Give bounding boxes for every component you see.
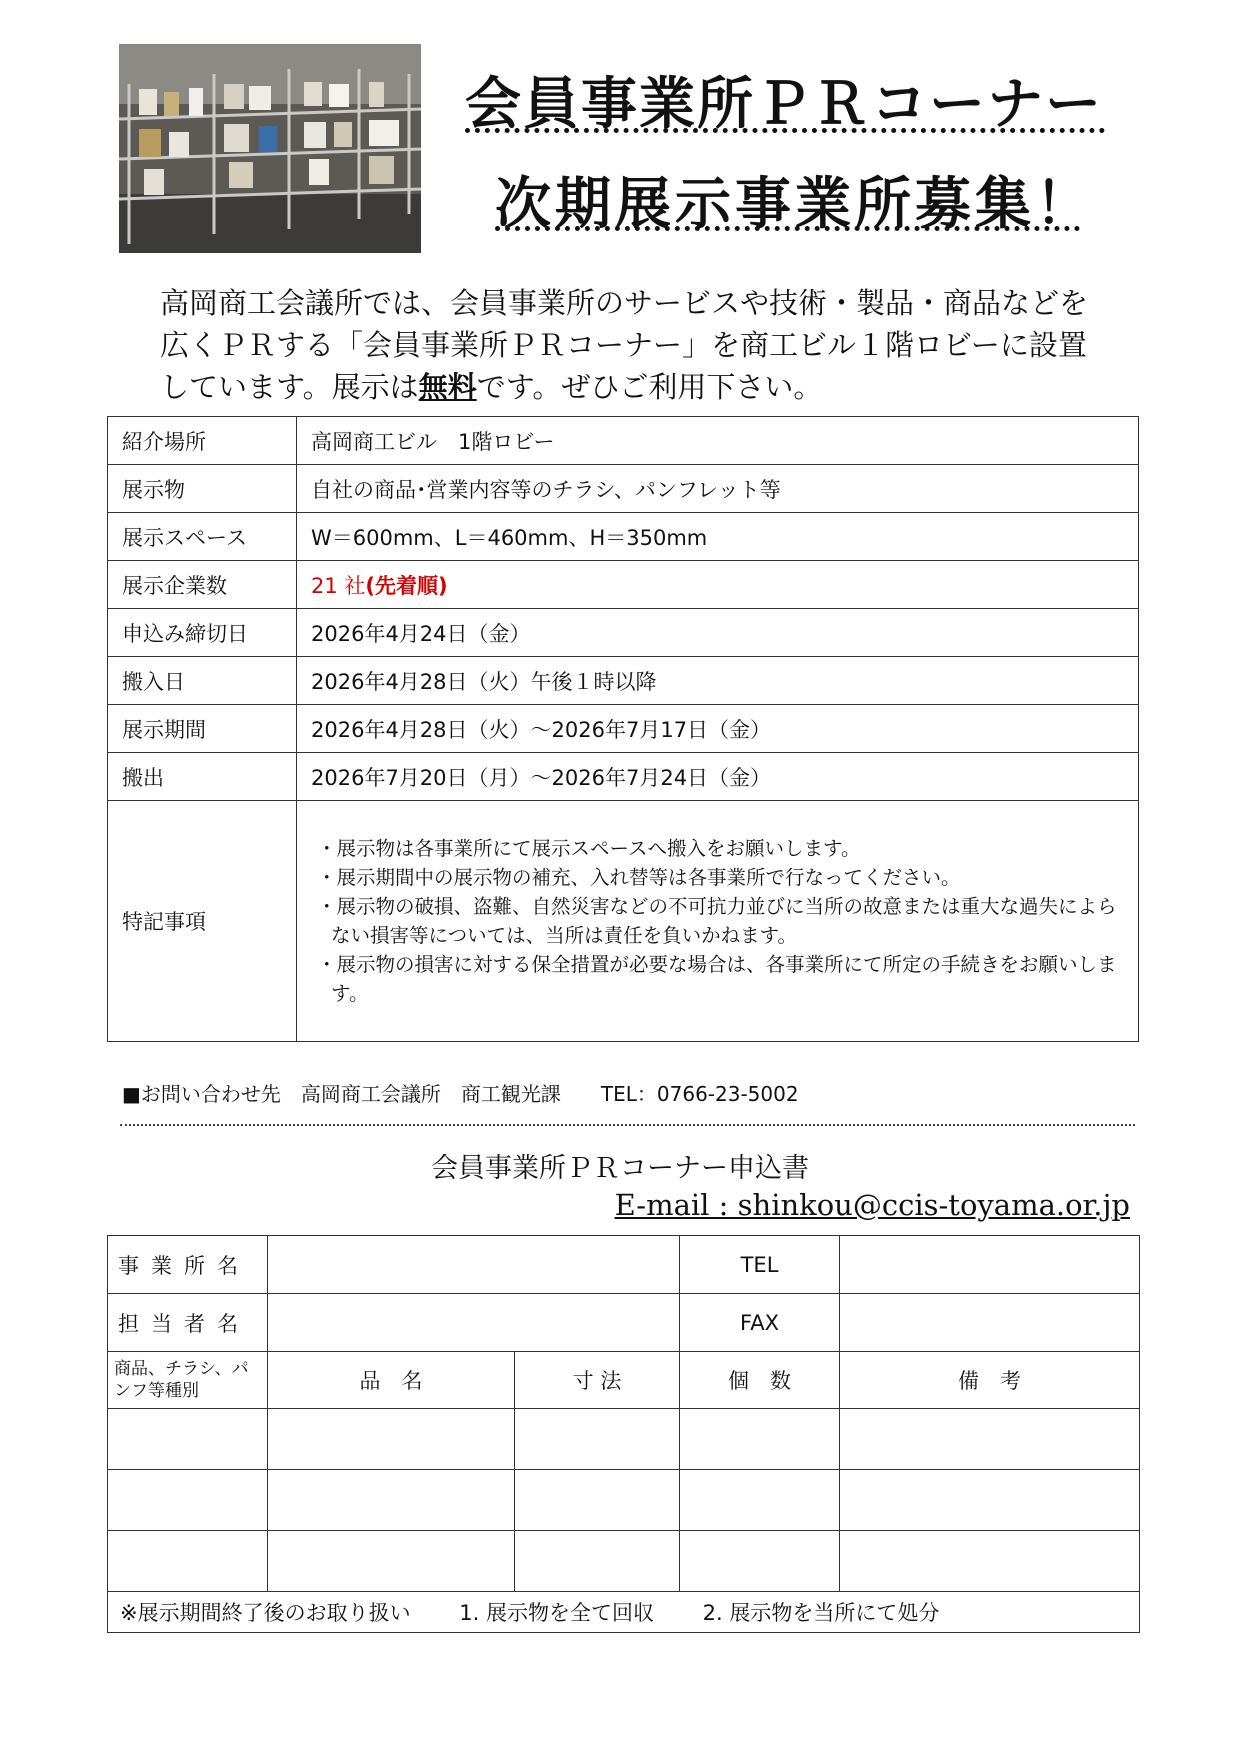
item-name-field[interactable] — [268, 1531, 515, 1592]
table-row — [108, 753, 1139, 801]
shelf-photo-illustration — [119, 44, 421, 253]
info-label: 展示スペース — [108, 513, 297, 561]
info-label: 申込み締切日 — [108, 609, 297, 657]
intro-text: 高岡商工会議所では、会員事業所のサービスや技術・製品・商品などを広くＰＲする「会員事業所ＰＲコーナー」を商工ビル１階ロビーに設置しています。展示は — [160, 286, 1089, 404]
info-table — [107, 416, 1139, 1042]
item-note-header: 備 考 — [840, 1352, 1140, 1409]
table-row — [108, 561, 1139, 609]
list-item: ・展示物の破損、盗難、自然災害などの不可抗力並びに当所の故意または重大な過失によらない損害等については、当所は責任を負いかねます。 — [317, 895, 1117, 947]
title-underline-1 — [465, 128, 1105, 133]
notes-label: 特記事項 — [108, 801, 297, 1042]
list-item: ・展示物の損害に対する保全措置が必要な場合は、各事業所にて所定の手続きをお願いします。 — [317, 953, 1117, 1005]
table-row — [108, 417, 1139, 465]
fax-label: FAX — [680, 1294, 840, 1352]
item-size-header: 寸 法 — [515, 1352, 680, 1409]
item-size-field[interactable] — [515, 1531, 680, 1592]
first-come-note: (先着順) — [365, 573, 448, 598]
intro-emphasis-free: 無料 — [418, 370, 477, 404]
table-header-row — [108, 1352, 1140, 1409]
info-value: 自社の商品･営業内容等のチラシ、パンフレット等 — [297, 465, 1139, 513]
item-quantity-field[interactable] — [680, 1531, 840, 1592]
item-size-field[interactable] — [515, 1409, 680, 1470]
table-row — [108, 609, 1139, 657]
item-size-field[interactable] — [515, 1470, 680, 1531]
table-row — [108, 705, 1139, 753]
item-note-field[interactable] — [840, 1409, 1140, 1470]
info-value-company-count — [297, 561, 1139, 609]
email-address[interactable]: E-mail : shinkou@ccis-toyama.or.jp — [614, 1188, 1130, 1222]
table-row — [108, 1236, 1140, 1294]
info-value: 2026年4月28日（火）午後１時以降 — [297, 657, 1139, 705]
item-type-label: 商品、チラシ、パンフ等種別 — [108, 1352, 268, 1409]
notes-list — [311, 834, 1124, 1008]
intro-paragraph — [160, 282, 1100, 408]
info-value: 2026年4月24日（金） — [297, 609, 1139, 657]
info-label: 展示期間 — [108, 705, 297, 753]
page-title: 会員事業所ＰＲコーナー — [465, 72, 1103, 137]
application-form-table — [107, 1235, 1140, 1633]
form-title: 会員事業所ＰＲコーナー申込書 — [431, 1153, 809, 1184]
item-quantity-field[interactable] — [680, 1409, 840, 1470]
item-note-field[interactable] — [840, 1531, 1140, 1592]
table-row — [108, 1294, 1140, 1352]
contact-info: ■お問い合わせ先 高岡商工会議所 商工観光課 TEL：0766-23-5002 — [122, 1082, 799, 1106]
contact-person-field[interactable] — [268, 1294, 680, 1352]
company-count: 21 社 — [311, 573, 366, 598]
disposal-options-note: ※展示期間終了後のお取り扱い 1. 展示物を全て回収 2. 展示物を当所にて処分 — [108, 1592, 1140, 1633]
info-label: 展示物 — [108, 465, 297, 513]
item-quantity-field[interactable] — [680, 1470, 840, 1531]
table-row — [108, 513, 1139, 561]
table-row — [108, 1531, 1140, 1592]
table-row-notes — [108, 801, 1139, 1042]
item-name-header: 品 名 — [268, 1352, 515, 1409]
contact-person-label: 担当者名 — [108, 1294, 268, 1352]
table-row-footer — [108, 1592, 1140, 1633]
info-label: 展示企業数 — [108, 561, 297, 609]
item-type-field[interactable] — [108, 1409, 268, 1470]
item-name-field[interactable] — [268, 1409, 515, 1470]
fax-field[interactable] — [840, 1294, 1140, 1352]
intro-text-end: です。ぜひご利用下さい。 — [476, 370, 823, 404]
info-value: 2026年4月28日（火）～2026年7月17日（金） — [297, 705, 1139, 753]
item-quantity-header: 個 数 — [680, 1352, 840, 1409]
company-name-label: 事業所名 — [108, 1236, 268, 1294]
list-item: ・展示物は各事業所にて展示スペースへ搬入をお願いします。 — [317, 837, 861, 860]
list-item: ・展示期間中の展示物の補充、入れ替等は各事業所で行なってください。 — [317, 866, 961, 889]
item-note-field[interactable] — [840, 1470, 1140, 1531]
tel-field[interactable] — [840, 1236, 1140, 1294]
pr-corner-photo — [119, 44, 421, 253]
page-subtitle: 次期展示事業所募集！ — [495, 172, 1095, 237]
item-type-field[interactable] — [108, 1531, 268, 1592]
tel-label: TEL — [680, 1236, 840, 1294]
info-label: 搬入日 — [108, 657, 297, 705]
info-label: 紹介場所 — [108, 417, 297, 465]
company-name-field[interactable] — [268, 1236, 680, 1294]
title-underline-2 — [495, 226, 1080, 231]
table-row — [108, 1470, 1140, 1531]
item-name-field[interactable] — [268, 1470, 515, 1531]
info-value: 2026年7月20日（月）～2026年7月24日（金） — [297, 753, 1139, 801]
table-row — [108, 1409, 1140, 1470]
info-value: W＝600mm、L＝460mm、H＝350mm — [297, 513, 1139, 561]
notes-cell — [297, 801, 1139, 1042]
info-label: 搬出 — [108, 753, 297, 801]
item-type-field[interactable] — [108, 1470, 268, 1531]
info-value: 高岡商工ビル 1階ロビー — [297, 417, 1139, 465]
table-row — [108, 657, 1139, 705]
table-row — [108, 465, 1139, 513]
cut-line-divider — [120, 1124, 1135, 1126]
